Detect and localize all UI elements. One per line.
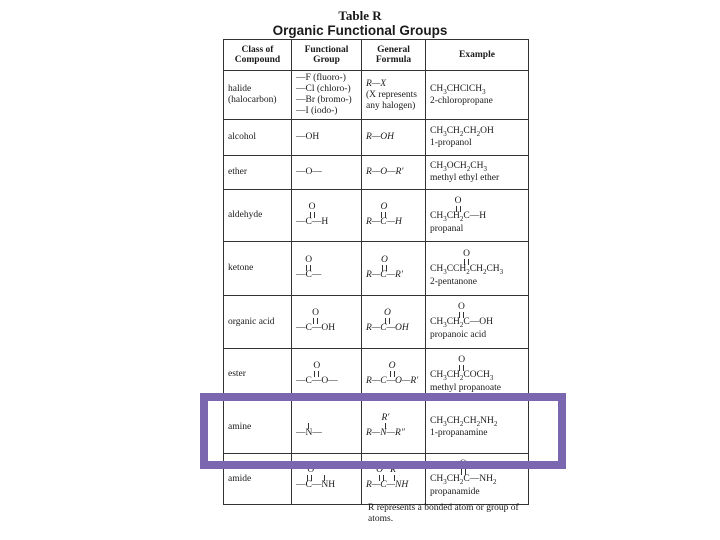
group-cell <box>292 242 362 296</box>
class-cell: ketone <box>224 242 292 296</box>
carbonyl-structure: O $CH_3CCH_2CH_2CH_3$ <box>430 248 504 276</box>
amide-structure: O R′ R—C—NH <box>366 465 409 490</box>
example-name: propanoic acid <box>430 330 487 340</box>
table-row-organic-acid <box>224 296 529 349</box>
class-cell: organic acid <box>224 296 292 349</box>
header-group: Functional Group <box>292 40 362 71</box>
class-cell: amide <box>224 454 292 505</box>
header-row <box>224 40 529 71</box>
carbonyl-structure: O R—C—O—R′ <box>366 360 419 386</box>
header-class: Class of Compound <box>224 40 292 71</box>
formula-cell <box>362 242 426 296</box>
table-row-ketone <box>224 242 529 296</box>
example-name: methyl ethyl ether <box>430 173 500 183</box>
example-name: 1-propanamine <box>430 427 488 438</box>
carbonyl-structure: O R—C—R′ <box>366 254 403 280</box>
example-cell <box>426 71 529 120</box>
table-row-halide <box>224 71 529 120</box>
example-name: propanamide <box>430 487 480 497</box>
carbonyl-structure: O $CH_3CH_2COCH_3$ <box>430 354 494 382</box>
example-cell <box>426 296 529 349</box>
example-cell <box>426 190 529 242</box>
example-cell <box>426 156 529 190</box>
example-name: methyl propanoate <box>430 382 501 393</box>
table-label: Table R <box>338 8 382 23</box>
carbonyl-structure: O $CH_3CH_2C—OH$ <box>430 302 493 329</box>
group-cell: —F (fluoro-) —Cl (chloro-) —Br (bromo-) —I (iodo-) <box>292 71 362 120</box>
example-formula: $CH_3CH_2C—NH_2$ <box>430 474 497 486</box>
carbonyl-structure: O R—C—H <box>366 201 402 227</box>
example-name: 2-chloropropane <box>430 95 493 106</box>
group-cell <box>292 296 362 349</box>
example-formula: $CH_3OCH_2CH_3$ <box>430 161 487 173</box>
table-title-block <box>0 8 720 39</box>
example-name: propanal <box>430 223 464 234</box>
example-formula: $CH_3CH_2CH_2OH$ <box>430 126 494 138</box>
header-example: Example <box>426 40 529 71</box>
example-formula: $CH_3CH_2C—OH$ <box>430 317 493 329</box>
example-formula: $CH_3CCH_2CH_2CH_3$ <box>430 263 504 276</box>
amine-structure: R′ R—N—R″ <box>366 413 405 438</box>
group-cell <box>292 190 362 242</box>
amine-row-highlight <box>200 393 566 469</box>
amide-structure: O —C—NH <box>296 465 336 490</box>
table-row-alcohol <box>224 120 529 156</box>
formula-cell: R—OH <box>362 120 426 156</box>
example-formula: $CH_3CH_2COCH_3$ <box>430 369 494 382</box>
carbonyl-structure: O —C— <box>296 254 322 280</box>
table-row-ether <box>224 156 529 190</box>
class-cell: amine <box>224 401 292 454</box>
group-cell: —O— <box>292 156 362 190</box>
class-cell: aldehyde <box>224 190 292 242</box>
formula-cell: R—X (X represents any halogen) <box>362 71 426 120</box>
class-cell: ether <box>224 156 292 190</box>
table-title: Organic Functional Groups <box>272 23 448 38</box>
example-name: 1-propanol <box>430 138 472 148</box>
example-formula: $CH_3CH_2C—H$ <box>430 210 487 223</box>
example-cell <box>426 242 529 296</box>
carbonyl-structure: O $CH_3CH_2C—H$ <box>430 195 487 223</box>
formula-cell <box>362 190 426 242</box>
class-cell: halide (halocarbon) <box>224 71 292 120</box>
carbonyl-structure: O $CH_3CH_2C—NH_2$ <box>430 459 497 486</box>
formula-cell <box>362 296 426 349</box>
table-row-aldehyde <box>224 190 529 242</box>
example-name: 2-pentanone <box>430 276 477 287</box>
carbonyl-structure: O —C—H <box>296 201 329 227</box>
carbonyl-structure: O —C—O— <box>296 360 338 386</box>
class-cell: alcohol <box>224 120 292 156</box>
header-formula: General Formula <box>362 40 426 71</box>
example-cell <box>426 120 529 156</box>
group-cell: —OH <box>292 120 362 156</box>
amine-structure: —N— <box>296 414 322 440</box>
class-cell: ester <box>224 349 292 401</box>
carbonyl-structure: O —C—OH <box>296 308 336 333</box>
carbonyl-structure: O R—C—OH <box>366 308 409 333</box>
example-formula: $CH_3CHClCH_3$ <box>430 83 486 96</box>
formula-cell: R—O—R′ <box>362 156 426 190</box>
example-formula: $CH_3CH_2CH_2NH_2$ <box>430 415 498 428</box>
footnote: R represents a bonded atom or group of atoms. <box>368 503 519 524</box>
